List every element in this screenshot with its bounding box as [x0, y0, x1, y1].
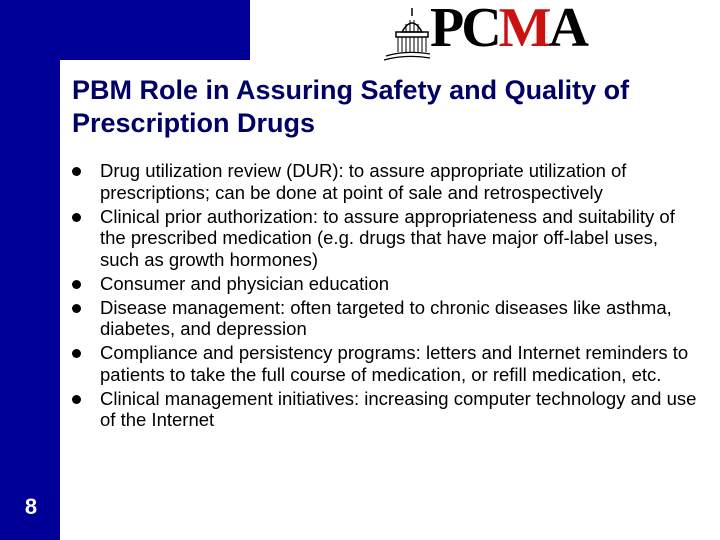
bullet-item — [72, 297, 702, 340]
slide-title: PBM Role in Assuring Safety and Quality of Prescription Drugs — [72, 75, 630, 139]
pcma-logo — [382, 0, 622, 64]
logo-text-pc: PC — [430, 0, 499, 59]
bullet-text: Clinical prior authorization: to assure appropriateness and suitability of the prescribed medication (e.g. drugs that have major off-label uses, such as growth hormones) — [100, 205, 675, 270]
bullet-dot-icon — [72, 349, 81, 358]
logo-text-a: A — [548, 0, 586, 59]
bullet-dot-icon — [72, 395, 81, 404]
bullet-text: Disease management: often targeted to chronic diseases like asthma, diabetes, and depression — [100, 296, 672, 339]
logo-text-m: M — [498, 0, 549, 59]
bullet-text: Clinical management initiatives: increasing computer technology and use of the Internet — [100, 387, 697, 430]
bullet-item — [72, 160, 702, 203]
bullet-item — [72, 388, 702, 431]
bullet-dot-icon — [72, 167, 81, 176]
bullet-dot-icon — [72, 280, 81, 289]
bullet-item — [72, 206, 702, 271]
bullet-text: Compliance and persistency programs: letters and Internet reminders to patients to take the full course of medication, or refill medication, etc. — [100, 342, 689, 385]
slide-frame-top — [0, 0, 250, 60]
slide-frame-left — [0, 0, 60, 540]
bullet-text: Consumer and physician education — [100, 272, 389, 294]
page-number: 8 — [24, 494, 38, 519]
bullet-dot-icon — [72, 213, 81, 222]
bullet-item — [72, 342, 702, 385]
capitol-dome-icon — [382, 6, 430, 62]
bullet-list — [72, 160, 702, 433]
bullet-text: Drug utilization review (DUR): to assure appropriate utilization of prescriptions; can be done at point of sale and retrospectively — [100, 160, 627, 203]
logo-wordmark — [430, 0, 586, 59]
bullet-dot-icon — [72, 304, 81, 313]
bullet-item — [72, 273, 702, 295]
